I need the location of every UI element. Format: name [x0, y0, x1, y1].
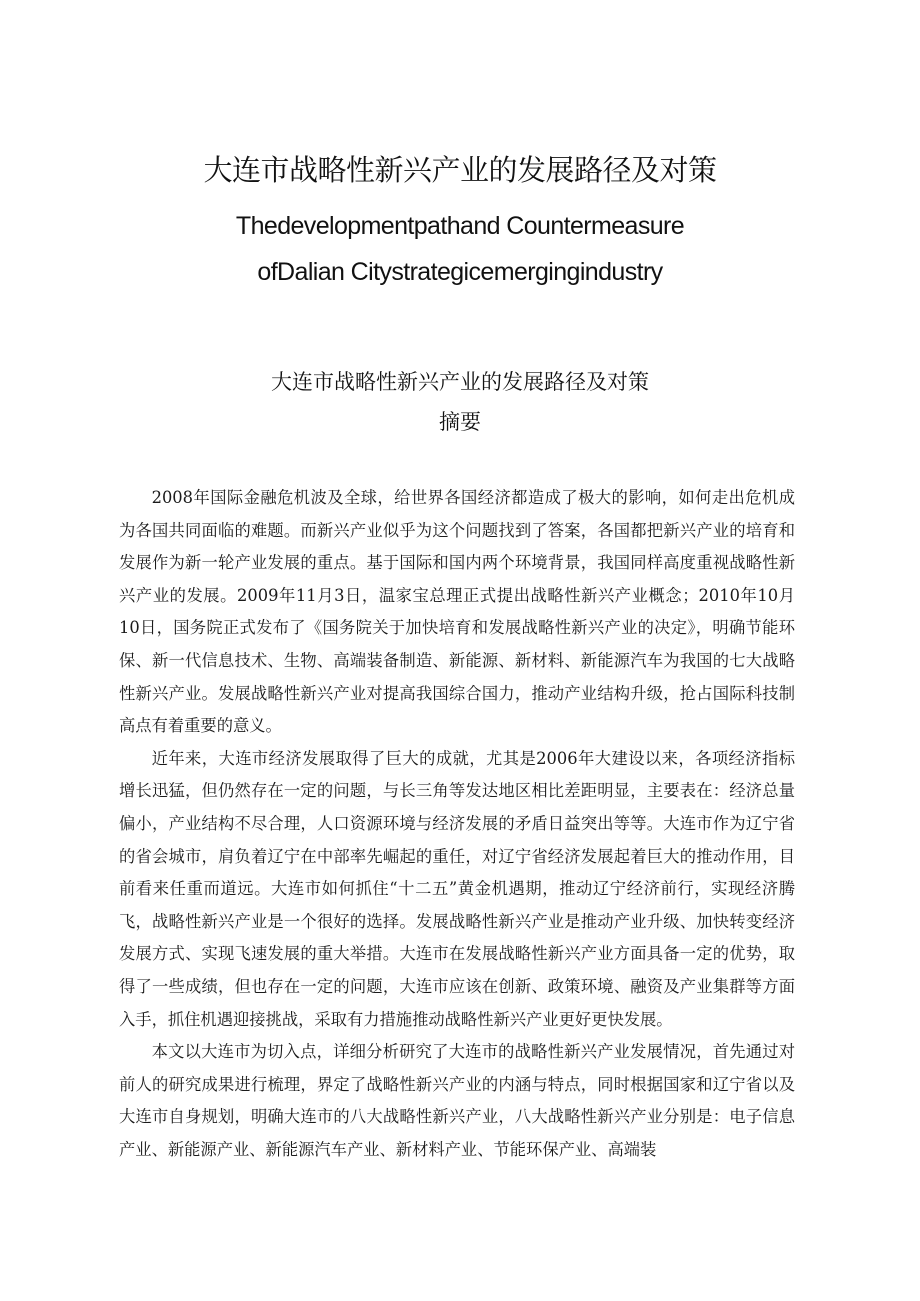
abstract-body [119, 482, 795, 1166]
document-title-cn: 大连市战略性新兴产业的发展路径及对策 [203, 153, 717, 187]
abstract-paragraph-1: 2008年国际金融危机波及全球，给世界各国经济都造成了极大的影响，如何走出危机成为各国共同面临的难题。而新兴产业似乎为这个问题找到了答案，各国都把新兴产业的培育和发展作为新一轮产业发展的重点。基于国际和国内两个环境背景，我国同样高度重视战略性新兴产业的发展。2009年11月3日，温家宝总理正式提出战略性新兴产业概念；2010年10月10日，国务院正式发布了《国务院关于加快培育和发展战略性新兴产业的决定》，明确节能环保、新一代信息技术、生物、高端装备制造、新能源、新材料、新能源汽车为我国的七大战略性新兴产业。发展战略性新兴产业对提高我国综合国力，推动产业结构升级，抢占国际科技制高点有着重要的意义。 [119, 488, 795, 736]
abstract-title-cn: 大连市战略性新兴产业的发展路径及对策 [271, 370, 649, 394]
abstract-paragraph-2: 近年来，大连市经济发展取得了巨大的成就，尤其是2006年大建设以来，各项经济指标增长迅猛，但仍然存在一定的问题，与长三角等发达地区相比差距明显，主要表在：经济总量偏小，产业结构不尽合理，人口资源环境与经济发展的矛盾日益突出等等。大连市作为辽宁省的省会城市，肩负着辽宁在中部率先崛起的重任，对辽宁省经济发展起着巨大的推动作用，目前看来任重而道远。大连市如何抓住“十二五”黄金机遇期，推动辽宁经济前行，实现经济腾飞，战略性新兴产业是一个很好的选择。发展战略性新兴产业是推动产业升级、加快转变经济发展方式、实现飞速发展的重大举措。大连市在发展战略性新兴产业方面具备一定的优势，取得了一些成绩，但也存在一定的问题，大连市应该在创新、政策环境、融资及产业集群等方面入手，抓住机遇迎接挑战，采取有力措施推动战略性新兴产业更好更快发展。 [119, 748, 795, 1029]
abstract-paragraph-3: 本文以大连市为切入点，详细分析研究了大连市的战略性新兴产业发展情况，首先通过对前人的研究成果进行梳理，界定了战略性新兴产业的内涵与特点，同时根据国家和辽宁省以及大连市自身规划，明确大连市的八大战略性新兴产业，八大战略性新兴产业分别是：电子信息产业、新能源产业、新能源汽车产业、新材料产业、节能环保产业、高端装 [119, 1042, 795, 1159]
document-title-en-line1: Thedevelopmentpathand Countermeasure [235, 212, 685, 240]
abstract-heading: 摘要 [439, 410, 481, 434]
document-title-en-line2: ofDalian Citystrategicemergingindustry [257, 258, 663, 286]
